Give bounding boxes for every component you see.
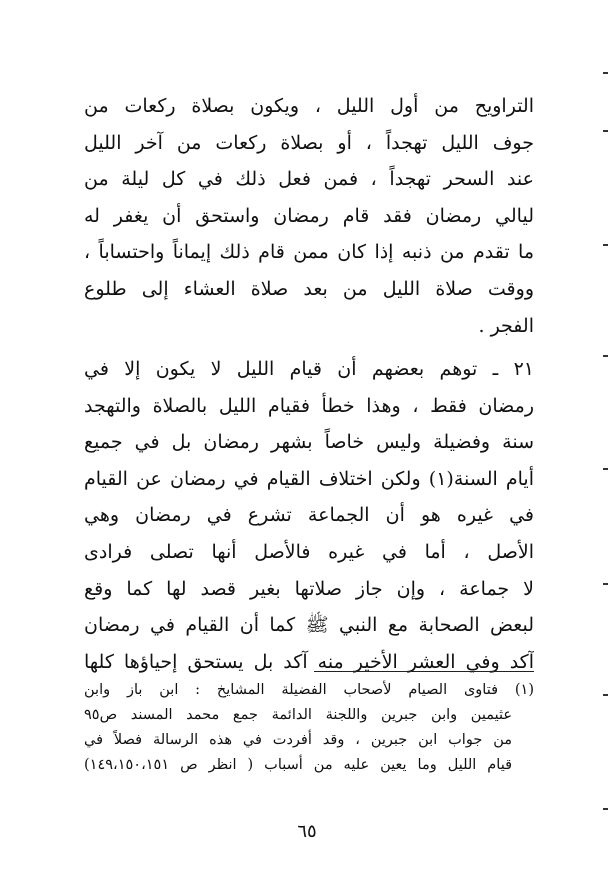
footnotes: [84, 678, 534, 778]
page-number: ٦٥: [297, 821, 317, 842]
text-line: لا جماعة ، وإن جاز صلاتها بغير قصد لها كما وقع: [84, 577, 534, 600]
footnote-line: (١) فتاوى الصيام لأصحاب الفضيلة المشايخ : ابن باز وابن: [84, 682, 534, 698]
margin-tick: [603, 808, 608, 810]
text-line: في غيره هو أن الجماعة تشرع في رمضان وهي: [84, 504, 534, 527]
text-line: آكد وفي العشر الأخير منه آكد بل يستحق إحياؤها كلها: [84, 650, 534, 673]
text-line: أيام السنة(١) ولكن اختلاف القيام في رمضان عن القيام: [84, 467, 534, 490]
text-line: ٢١ ـ توهم بعضهم أن قيام الليل لا يكون إلا في: [84, 358, 534, 380]
text-line: ما تقدم من ذنبه إذا كان ممن قام ذلك إيماناً واحتساباً ،: [84, 241, 534, 264]
text-line: الأصل ، أما في غيره فالأصل أنها تصلى فرادى: [84, 540, 534, 563]
text-line: سنة وفضيلة وليس خاصاً بشهر رمضان بل في جميع: [84, 431, 534, 454]
margin-tick: [603, 355, 608, 357]
margin-tick: [603, 244, 608, 246]
footnote-line: من جواب ابن جبرين ، وقد أفردت في هذه الرسالة فصلاً في: [84, 732, 512, 748]
text-line: الفجر .: [478, 314, 534, 337]
footnote-separator: [314, 671, 534, 672]
paragraph-2: [84, 351, 534, 680]
text-line: جوف الليل تهجداً ، أو بصلاة ركعات من آخر الليل: [84, 131, 534, 154]
text-line: لبعض الصحابة مع النبي ﷺ كما أن القيام في رمضان: [84, 614, 534, 637]
text-line: ووقت صلاة الليل من بعد صلاة العشاء إلى طلوع: [84, 277, 534, 300]
paragraph-1: [84, 88, 534, 344]
footnote-line: عثيمين وابن جبرين واللجنة الدائمة جمع محمد المسند ص٩٥: [84, 707, 512, 723]
text-line: التراويح من أول الليل ، ويكون بصلاة ركعات من: [84, 95, 534, 117]
text-line: ليالي رمضان فقد قام رمضان واستحق أن يغفر له: [84, 204, 534, 227]
margin-tick: [603, 583, 608, 585]
margin-tick: [603, 468, 608, 470]
margin-tick: [603, 694, 608, 696]
margin-tick: [603, 130, 608, 132]
text-line: عند السحر تهجداً ، فمن فعل ذلك في كل ليلة من: [84, 168, 534, 191]
text-line: رمضان فقط ، وهذا خطأ فقيام الليل بالصلاة والتهجد: [84, 394, 534, 417]
footnote-line: قيام الليل وما يعين عليه من أسباب ( انظر ص ١٤٩،١٥٠،١٥١): [84, 757, 512, 773]
margin-tick: [603, 72, 608, 74]
